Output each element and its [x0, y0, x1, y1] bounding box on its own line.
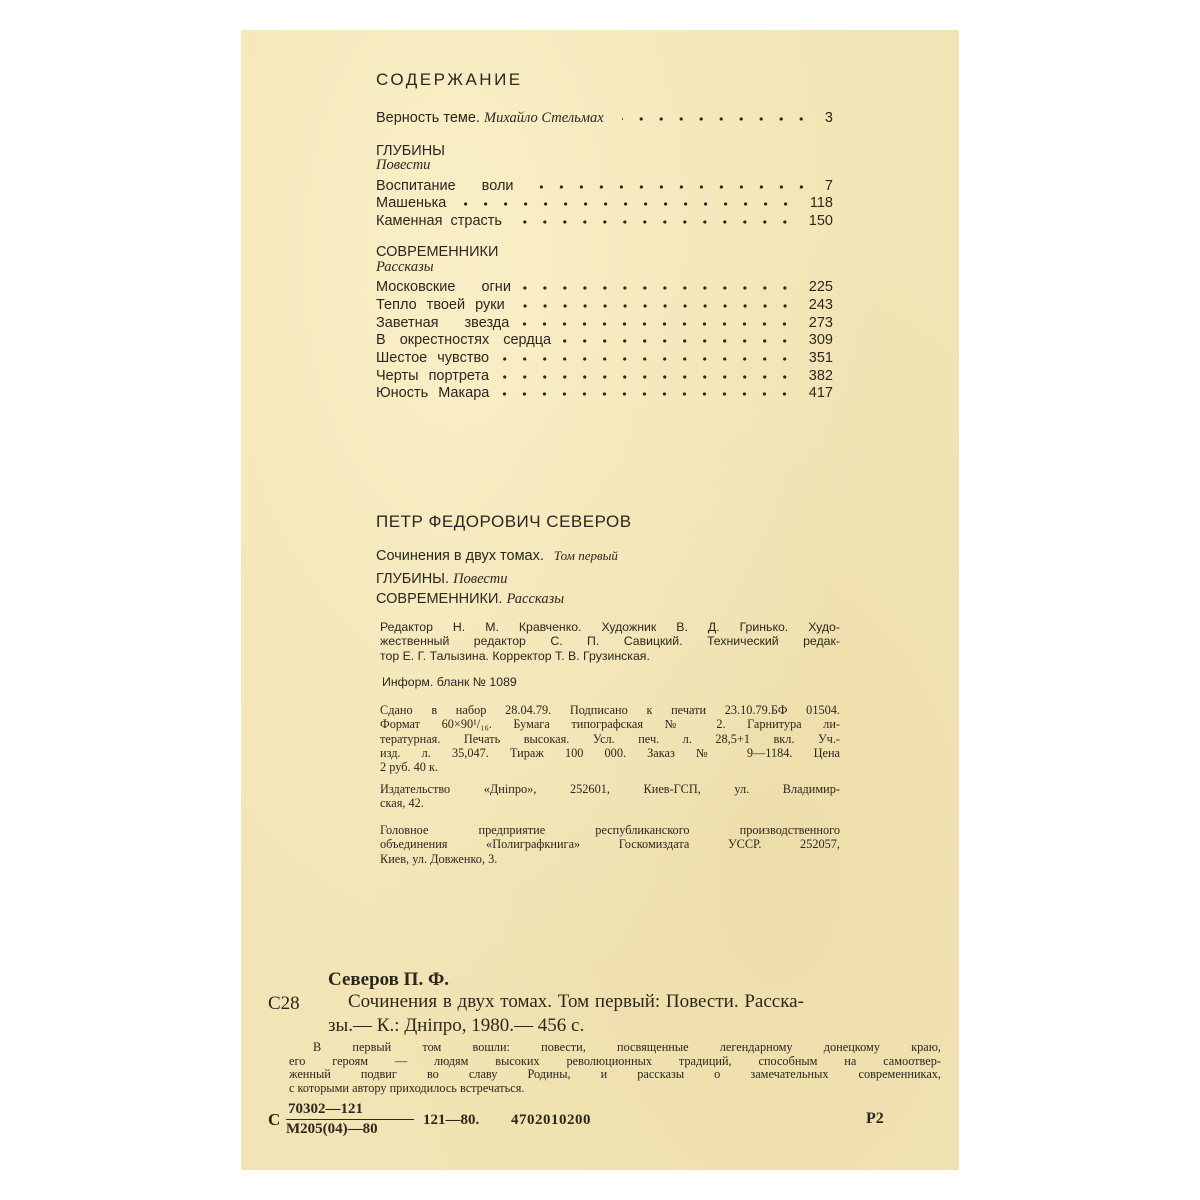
toc-leader-dots [499, 374, 795, 380]
imprint-publisher-line: ская, 42. [380, 796, 424, 811]
toc-leader-dots [499, 356, 795, 362]
toc-item-page: 7 [824, 178, 833, 194]
toc-item-label: Каменная страсть [376, 213, 502, 229]
toc-item-page: 273 [808, 315, 833, 331]
catalog-title-line: Сочинения в двух томах. Том первый: Повести. Расска- [348, 991, 804, 1012]
imprint-editors-line: тор Е. Г. Талызина. Корректор Т. В. Грузинская. [380, 648, 650, 663]
imprint-printer-line: Головное предприятие республиканского производственного [380, 823, 840, 837]
toc-item [376, 315, 833, 333]
imprint-book2 [376, 591, 564, 608]
catalog-code2: 121—80. [423, 1112, 480, 1128]
toc-preface-author: Михайло Стельмах [483, 110, 604, 126]
toc-leader-dots [515, 303, 795, 309]
toc-item [376, 213, 833, 231]
imprint-author: ПЕТР ФЕДОРОВИЧ СЕВЕРОВ [376, 512, 632, 531]
catalog-code: С28 [268, 993, 300, 1014]
toc-item-page: 225 [808, 279, 833, 295]
imprint-volume: Том первый [553, 548, 618, 563]
toc-item [376, 350, 833, 368]
toc-preface-row [376, 110, 833, 128]
imprint-printer [380, 823, 840, 866]
imprint-book1 [376, 571, 508, 588]
imprint-print-line: Сдано в набор 28.04.79. Подписано к печати 23.10.79.БФ 01504. [380, 703, 840, 717]
toc-section-heading: СОВРЕМЕННИКИ [376, 244, 499, 260]
catalog-isbn: 4702010200 [511, 1112, 591, 1128]
imprint-print-info [380, 703, 840, 774]
toc-item-label: Воспитание воли [376, 178, 514, 194]
toc-item-page: 118 [809, 195, 833, 211]
imprint-print-line: изд. л. 35,047. Тираж 100 000. Заказ № 9—1184. Цена [380, 745, 840, 760]
toc-leader-dots [456, 201, 796, 207]
imprint-editors-line: жественный редактор С. П. Савицкий. Технический редак- [380, 634, 840, 649]
catalog-class-letter: С [268, 1110, 281, 1129]
toc-item-label: В окрестностях сердца [376, 332, 552, 348]
toc-item-label: Московские огни [376, 279, 511, 295]
imprint-print-line: 2 руб. 40 к. [380, 760, 439, 775]
imprint-printer-line: объединения «Полиграфкнига» Госкомиздата УССР. 252057, [380, 837, 840, 852]
toc-item-page: 382 [808, 368, 833, 384]
imprint-works-title: Сочинения в двух томах. [376, 548, 544, 564]
toc-item [376, 368, 833, 386]
imprint-printer-line: Киев, ул. Довженко, 3. [380, 851, 498, 866]
toc-section-subheading: Повести [376, 157, 431, 173]
catalog-author: Северов П. Ф. [328, 969, 450, 990]
toc-leader-dots [524, 184, 811, 190]
toc-preface-page: 3 [824, 110, 833, 126]
imprint-editors [380, 620, 840, 663]
imprint-book2-genre: Рассказы [506, 591, 565, 607]
catalog-annotation-line: его героям — людям высоких революционных традиций, способным на самоотвер- [289, 1053, 941, 1068]
imprint-editors-line: Редактор Н. М. Кравченко. Художник В. Д. Гринько. Худо- [380, 620, 840, 634]
imprint-inform: Информ. бланк № 1089 [382, 675, 517, 689]
imprint-print-line: тературная. Печать высокая. Усл. печ. л. 28,5+1 вкл. Уч.- [380, 731, 840, 746]
imprint-publisher [380, 782, 840, 811]
catalog-annotation-line: В первый том вошли: повести, посвященные легендарному донецкому краю, [313, 1040, 941, 1054]
toc-leader-dots [521, 285, 795, 291]
toc-preface-label [376, 110, 604, 127]
toc-leader-dots [519, 321, 794, 327]
toc-item-label: Черты портрета [376, 368, 490, 384]
toc-leader-dots [561, 338, 795, 344]
toc-item-label: Машенька [376, 195, 447, 211]
toc-item-label: Юность Макара [376, 385, 490, 401]
toc-item [376, 297, 833, 315]
toc-leader-dots [622, 116, 811, 122]
catalog-fraction [286, 1101, 414, 1138]
catalog-annotation-line: женный подвиг во славу Родины, и рассказы о замечательных современниках, [289, 1067, 941, 1081]
toc-item [376, 178, 833, 196]
toc-preface-title: Верность теме. [376, 110, 480, 126]
toc-item [376, 195, 833, 213]
toc-item-label: Заветная звезда [376, 315, 510, 331]
imprint-publisher-line: Издательство «Дніпро», 252601, Киев-ГСП, ул. Владимир- [380, 782, 840, 796]
toc-leader-dots [512, 219, 795, 225]
catalog-annotation [289, 1041, 941, 1095]
toc-item-label: Шестое чувство [376, 350, 490, 366]
catalog-fraction-denominator: М205(04)—80 [286, 1121, 378, 1137]
toc-item-page: 309 [808, 332, 833, 348]
toc-item [376, 332, 833, 350]
imprint-book1-genre: Повести [453, 571, 508, 587]
catalog-fraction-numerator: 70302—121 [286, 1101, 414, 1120]
toc-item-page: 243 [808, 297, 833, 313]
toc-item-label: Тепло твоей руки [376, 297, 505, 313]
toc-section-subheading: Рассказы [376, 259, 434, 275]
catalog-annotation-line: с которыми автору приходилось встречаться. [289, 1080, 525, 1095]
imprint-print-line: Формат 60×90¹/₁₆. Бумага типографская № 2. Гарнитура ли- [380, 717, 840, 732]
toc-item-page: 150 [808, 213, 833, 229]
imprint-works [376, 548, 618, 564]
toc-item-page: 417 [808, 385, 833, 401]
toc-item-page: 351 [808, 350, 833, 366]
catalog-class-right: Р2 [866, 1110, 884, 1127]
toc-section-heading: ГЛУБИНЫ [376, 143, 446, 159]
book-page [241, 30, 959, 1170]
toc-item [376, 279, 833, 297]
toc-item [376, 385, 833, 403]
catalog-title-line: зы.— К.: Дніпро, 1980.— 456 с. [328, 1015, 585, 1036]
toc-leader-dots [499, 391, 794, 397]
imprint-book1-title: ГЛУБИНЫ. [376, 571, 450, 587]
imprint-book2-title: СОВРЕМЕННИКИ. [376, 591, 503, 607]
toc-title: СОДЕРЖАНИЕ [376, 70, 523, 89]
